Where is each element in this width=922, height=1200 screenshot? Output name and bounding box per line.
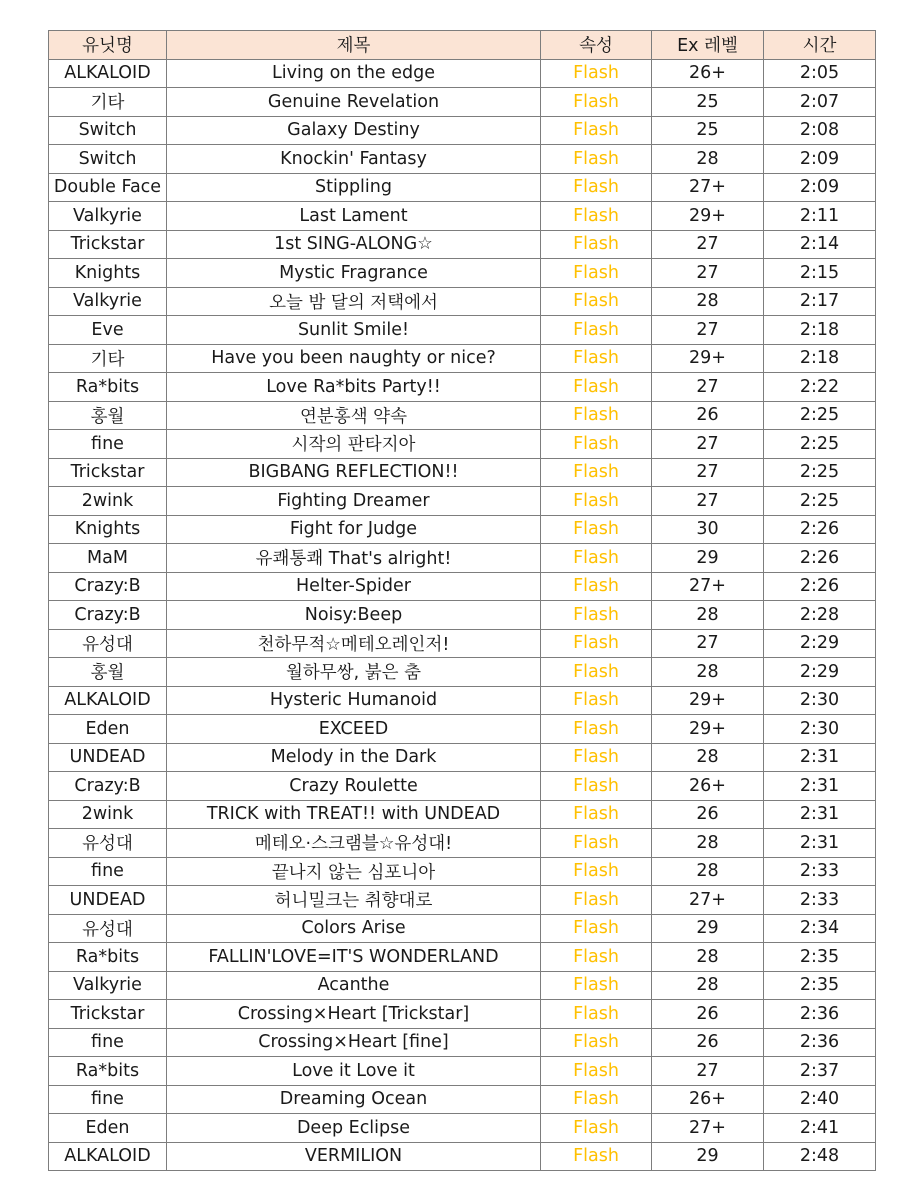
attribute-cell: Flash: [541, 601, 652, 630]
ex-level-cell: 27: [652, 316, 764, 345]
unit-cell: Eden: [49, 715, 167, 744]
table-row: [49, 287, 876, 316]
time-cell: 2:31: [764, 743, 876, 772]
table-row: [49, 173, 876, 202]
time-cell: 2:05: [764, 59, 876, 88]
ex-level-cell: 26: [652, 800, 764, 829]
attribute-cell: Flash: [541, 344, 652, 373]
unit-cell: Ra*bits: [49, 373, 167, 402]
time-cell: 2:30: [764, 715, 876, 744]
unit-cell: Eve: [49, 316, 167, 345]
title-cell: 허니밀크는 취향대로: [167, 886, 541, 915]
title-cell: 시작의 판타지아: [167, 430, 541, 459]
table-row: [49, 515, 876, 544]
unit-cell: Valkyrie: [49, 287, 167, 316]
ex-level-cell: 27: [652, 1057, 764, 1086]
ex-level-cell: 28: [652, 743, 764, 772]
attribute-cell: Flash: [541, 202, 652, 231]
title-cell: Stippling: [167, 173, 541, 202]
table-body: [49, 59, 876, 1171]
attribute-cell: Flash: [541, 1085, 652, 1114]
unit-cell: Trickstar: [49, 458, 167, 487]
table-row: [49, 772, 876, 801]
attribute-cell: Flash: [541, 287, 652, 316]
time-cell: 2:25: [764, 401, 876, 430]
unit-cell: Ra*bits: [49, 1057, 167, 1086]
table-row: [49, 800, 876, 829]
ex-level-cell: 27+: [652, 1114, 764, 1143]
table-row: [49, 914, 876, 943]
unit-cell: Crazy:B: [49, 772, 167, 801]
header-unit: 유닛명: [49, 31, 167, 60]
table-row: [49, 829, 876, 858]
ex-level-cell: 26+: [652, 59, 764, 88]
table-row: [49, 202, 876, 231]
unit-cell: 유성대: [49, 914, 167, 943]
table-row: [49, 715, 876, 744]
unit-cell: Trickstar: [49, 1000, 167, 1029]
attribute-cell: Flash: [541, 430, 652, 459]
time-cell: 2:48: [764, 1142, 876, 1171]
attribute-cell: Flash: [541, 686, 652, 715]
attribute-cell: Flash: [541, 259, 652, 288]
ex-level-cell: 27: [652, 373, 764, 402]
ex-level-cell: 27: [652, 487, 764, 516]
time-cell: 2:31: [764, 829, 876, 858]
attribute-cell: Flash: [541, 316, 652, 345]
title-cell: Love Ra*bits Party!!: [167, 373, 541, 402]
attribute-cell: Flash: [541, 743, 652, 772]
table-row: [49, 401, 876, 430]
attribute-cell: Flash: [541, 1142, 652, 1171]
time-cell: 2:07: [764, 88, 876, 117]
ex-level-cell: 26: [652, 401, 764, 430]
attribute-cell: Flash: [541, 572, 652, 601]
ex-level-cell: 28: [652, 658, 764, 687]
header-ex-level: Ex 레벨: [652, 31, 764, 60]
attribute-cell: Flash: [541, 829, 652, 858]
time-cell: 2:29: [764, 629, 876, 658]
ex-level-cell: 29+: [652, 344, 764, 373]
header-row: [49, 31, 876, 60]
table-row: [49, 59, 876, 88]
title-cell: Living on the edge: [167, 59, 541, 88]
time-cell: 2:33: [764, 857, 876, 886]
unit-cell: 2wink: [49, 800, 167, 829]
unit-cell: Valkyrie: [49, 971, 167, 1000]
table-row: [49, 145, 876, 174]
time-cell: 2:31: [764, 800, 876, 829]
title-cell: Hysteric Humanoid: [167, 686, 541, 715]
unit-cell: fine: [49, 1085, 167, 1114]
attribute-cell: Flash: [541, 401, 652, 430]
ex-level-cell: 25: [652, 116, 764, 145]
unit-cell: Knights: [49, 259, 167, 288]
title-cell: 천하무적☆메테오레인저!: [167, 629, 541, 658]
ex-level-cell: 28: [652, 971, 764, 1000]
ex-level-cell: 27+: [652, 572, 764, 601]
attribute-cell: Flash: [541, 1028, 652, 1057]
attribute-cell: Flash: [541, 914, 652, 943]
title-cell: Sunlit Smile!: [167, 316, 541, 345]
time-cell: 2:09: [764, 145, 876, 174]
table-row: [49, 943, 876, 972]
table-row: [49, 886, 876, 915]
title-cell: Have you been naughty or nice?: [167, 344, 541, 373]
table-row: [49, 458, 876, 487]
title-cell: Acanthe: [167, 971, 541, 1000]
attribute-cell: Flash: [541, 971, 652, 1000]
table-row: [49, 1057, 876, 1086]
time-cell: 2:17: [764, 287, 876, 316]
time-cell: 2:18: [764, 344, 876, 373]
attribute-cell: Flash: [541, 145, 652, 174]
time-cell: 2:36: [764, 1000, 876, 1029]
table-row: [49, 1114, 876, 1143]
time-cell: 2:41: [764, 1114, 876, 1143]
ex-level-cell: 26: [652, 1000, 764, 1029]
title-cell: Dreaming Ocean: [167, 1085, 541, 1114]
header-time: 시간: [764, 31, 876, 60]
ex-level-cell: 27: [652, 629, 764, 658]
header-attribute: 속성: [541, 31, 652, 60]
title-cell: Helter-Spider: [167, 572, 541, 601]
title-cell: 월하무쌍, 붉은 춤: [167, 658, 541, 687]
title-cell: Crossing×Heart [fine]: [167, 1028, 541, 1057]
ex-level-cell: 27: [652, 230, 764, 259]
table-row: [49, 544, 876, 573]
attribute-cell: Flash: [541, 772, 652, 801]
title-cell: Fighting Dreamer: [167, 487, 541, 516]
time-cell: 2:34: [764, 914, 876, 943]
table-row: [49, 487, 876, 516]
attribute-cell: Flash: [541, 658, 652, 687]
unit-cell: fine: [49, 857, 167, 886]
attribute-cell: Flash: [541, 116, 652, 145]
table-row: [49, 259, 876, 288]
time-cell: 2:25: [764, 458, 876, 487]
title-cell: FALLIN'LOVE=IT'S WONDERLAND: [167, 943, 541, 972]
unit-cell: Double Face: [49, 173, 167, 202]
attribute-cell: Flash: [541, 173, 652, 202]
title-cell: 오늘 밤 달의 저택에서: [167, 287, 541, 316]
time-cell: 2:22: [764, 373, 876, 402]
ex-level-cell: 26: [652, 1028, 764, 1057]
time-cell: 2:36: [764, 1028, 876, 1057]
unit-cell: 유성대: [49, 829, 167, 858]
time-cell: 2:08: [764, 116, 876, 145]
title-cell: Melody in the Dark: [167, 743, 541, 772]
title-cell: TRICK with TREAT!! with UNDEAD: [167, 800, 541, 829]
attribute-cell: Flash: [541, 373, 652, 402]
title-cell: Colors Arise: [167, 914, 541, 943]
table-row: [49, 116, 876, 145]
time-cell: 2:26: [764, 572, 876, 601]
table-row: [49, 971, 876, 1000]
unit-cell: ALKALOID: [49, 1142, 167, 1171]
title-cell: VERMILION: [167, 1142, 541, 1171]
unit-cell: 홍월: [49, 401, 167, 430]
time-cell: 2:31: [764, 772, 876, 801]
title-cell: 메테오·스크램블☆유성대!: [167, 829, 541, 858]
table-row: [49, 1142, 876, 1171]
title-cell: Galaxy Destiny: [167, 116, 541, 145]
ex-level-cell: 29: [652, 544, 764, 573]
ex-level-cell: 30: [652, 515, 764, 544]
table-row: [49, 373, 876, 402]
time-cell: 2:25: [764, 487, 876, 516]
table-row: [49, 572, 876, 601]
ex-level-cell: 28: [652, 857, 764, 886]
table-row: [49, 601, 876, 630]
unit-cell: MaM: [49, 544, 167, 573]
title-cell: BIGBANG REFLECTION!!: [167, 458, 541, 487]
ex-level-cell: 28: [652, 145, 764, 174]
ex-level-cell: 29: [652, 1142, 764, 1171]
unit-cell: Trickstar: [49, 230, 167, 259]
time-cell: 2:09: [764, 173, 876, 202]
ex-level-cell: 29: [652, 914, 764, 943]
attribute-cell: Flash: [541, 1057, 652, 1086]
table-row: [49, 1085, 876, 1114]
title-cell: Deep Eclipse: [167, 1114, 541, 1143]
table-row: [49, 857, 876, 886]
header-title: 제목: [167, 31, 541, 60]
ex-level-cell: 26+: [652, 772, 764, 801]
table-row: [49, 344, 876, 373]
unit-cell: fine: [49, 1028, 167, 1057]
ex-level-cell: 27: [652, 430, 764, 459]
ex-level-cell: 27+: [652, 173, 764, 202]
table-row: [49, 316, 876, 345]
time-cell: 2:30: [764, 686, 876, 715]
unit-cell: Valkyrie: [49, 202, 167, 231]
ex-level-cell: 27: [652, 259, 764, 288]
time-cell: 2:14: [764, 230, 876, 259]
attribute-cell: Flash: [541, 458, 652, 487]
table-row: [49, 88, 876, 117]
time-cell: 2:11: [764, 202, 876, 231]
unit-cell: Eden: [49, 1114, 167, 1143]
ex-level-cell: 26+: [652, 1085, 764, 1114]
time-cell: 2:33: [764, 886, 876, 915]
time-cell: 2:35: [764, 943, 876, 972]
title-cell: Crossing×Heart [Trickstar]: [167, 1000, 541, 1029]
attribute-cell: Flash: [541, 886, 652, 915]
title-cell: 연분홍색 약속: [167, 401, 541, 430]
table-row: [49, 743, 876, 772]
title-cell: Love it Love it: [167, 1057, 541, 1086]
unit-cell: Knights: [49, 515, 167, 544]
time-cell: 2:25: [764, 430, 876, 459]
unit-cell: UNDEAD: [49, 886, 167, 915]
ex-level-cell: 29+: [652, 202, 764, 231]
table-row: [49, 1000, 876, 1029]
unit-cell: 2wink: [49, 487, 167, 516]
table-row: [49, 629, 876, 658]
table-row: [49, 430, 876, 459]
title-cell: Noisy:Beep: [167, 601, 541, 630]
title-cell: Fight for Judge: [167, 515, 541, 544]
attribute-cell: Flash: [541, 515, 652, 544]
unit-cell: 유성대: [49, 629, 167, 658]
time-cell: 2:35: [764, 971, 876, 1000]
attribute-cell: Flash: [541, 1000, 652, 1029]
unit-cell: 홍월: [49, 658, 167, 687]
ex-level-cell: 29+: [652, 686, 764, 715]
title-cell: Mystic Fragrance: [167, 259, 541, 288]
ex-level-cell: 28: [652, 943, 764, 972]
ex-level-cell: 29+: [652, 715, 764, 744]
time-cell: 2:37: [764, 1057, 876, 1086]
ex-level-cell: 27: [652, 458, 764, 487]
unit-cell: 기타: [49, 88, 167, 117]
unit-cell: Ra*bits: [49, 943, 167, 972]
title-cell: Genuine Revelation: [167, 88, 541, 117]
title-cell: EXCEED: [167, 715, 541, 744]
attribute-cell: Flash: [541, 1114, 652, 1143]
attribute-cell: Flash: [541, 88, 652, 117]
title-cell: 끝나지 않는 심포니아: [167, 857, 541, 886]
title-cell: Last Lament: [167, 202, 541, 231]
attribute-cell: Flash: [541, 857, 652, 886]
attribute-cell: Flash: [541, 230, 652, 259]
unit-cell: 기타: [49, 344, 167, 373]
title-cell: Crazy Roulette: [167, 772, 541, 801]
unit-cell: Switch: [49, 116, 167, 145]
ex-level-cell: 28: [652, 601, 764, 630]
attribute-cell: Flash: [541, 59, 652, 88]
unit-cell: Switch: [49, 145, 167, 174]
ex-level-cell: 25: [652, 88, 764, 117]
table-row: [49, 658, 876, 687]
table-row: [49, 1028, 876, 1057]
unit-cell: fine: [49, 430, 167, 459]
time-cell: 2:28: [764, 601, 876, 630]
attribute-cell: Flash: [541, 487, 652, 516]
unit-cell: UNDEAD: [49, 743, 167, 772]
table-row: [49, 230, 876, 259]
table-row: [49, 686, 876, 715]
time-cell: 2:26: [764, 544, 876, 573]
unit-cell: Crazy:B: [49, 601, 167, 630]
time-cell: 2:26: [764, 515, 876, 544]
attribute-cell: Flash: [541, 800, 652, 829]
ex-level-cell: 28: [652, 287, 764, 316]
time-cell: 2:29: [764, 658, 876, 687]
attribute-cell: Flash: [541, 544, 652, 573]
attribute-cell: Flash: [541, 943, 652, 972]
attribute-cell: Flash: [541, 629, 652, 658]
unit-cell: ALKALOID: [49, 59, 167, 88]
attribute-cell: Flash: [541, 715, 652, 744]
title-cell: 유쾌통쾌 That's alright!: [167, 544, 541, 573]
song-table: [48, 30, 876, 1171]
ex-level-cell: 28: [652, 829, 764, 858]
unit-cell: ALKALOID: [49, 686, 167, 715]
time-cell: 2:15: [764, 259, 876, 288]
title-cell: 1st SING-ALONG☆: [167, 230, 541, 259]
unit-cell: Crazy:B: [49, 572, 167, 601]
time-cell: 2:18: [764, 316, 876, 345]
ex-level-cell: 27+: [652, 886, 764, 915]
title-cell: Knockin' Fantasy: [167, 145, 541, 174]
time-cell: 2:40: [764, 1085, 876, 1114]
